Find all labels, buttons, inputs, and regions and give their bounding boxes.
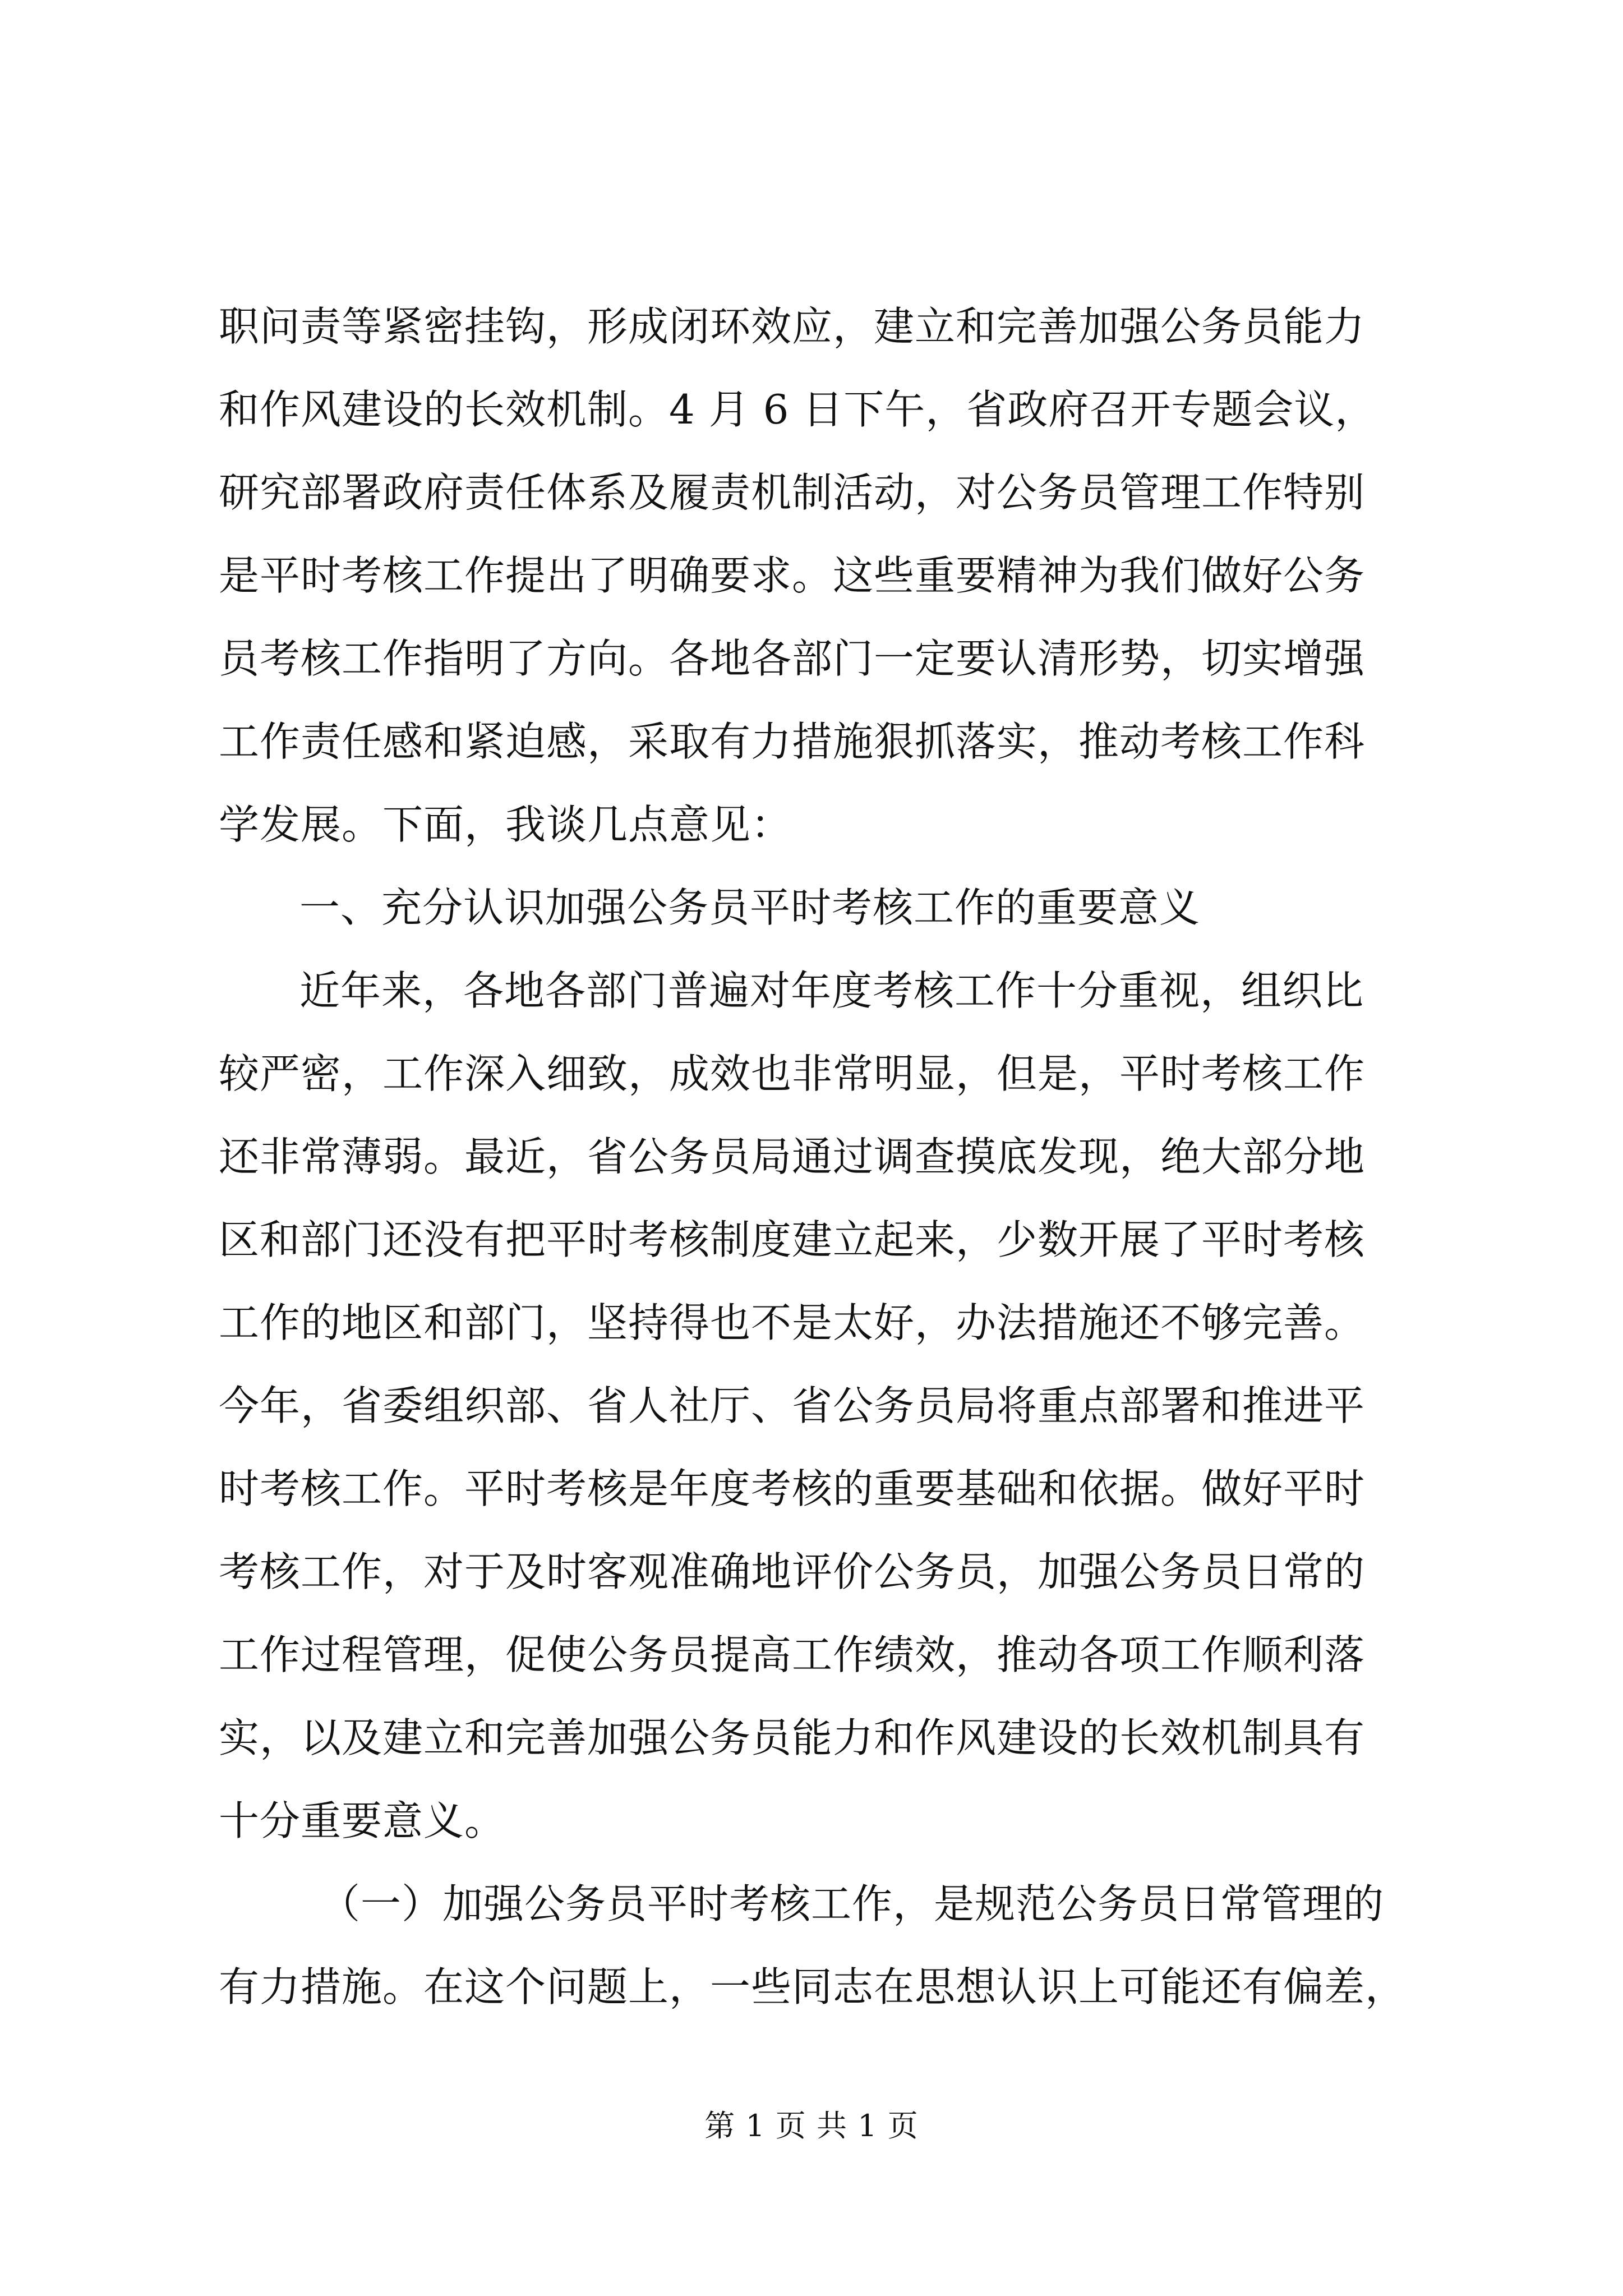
subsection-line: （一）加强公务员平时考核工作，是规范公务员日常管理的 (320, 1880, 1385, 1927)
text-line: 有力措施。在这个问题上，一些同志在思想认识上可能还有偏差， (219, 1963, 1407, 2010)
text-line: 还非常薄弱。最近，省公务员局通过调查摸底发现，绝大部分地 (219, 1133, 1366, 1180)
text-line: 实，以及建立和完善加强公务员能力和作风建设的长效机制具有 (219, 1714, 1366, 1761)
text-line: 工作责任感和紧迫感，采取有力措施狠抓落实，推动考核工作科 (219, 718, 1366, 765)
text-line: 是平时考核工作提出了明确要求。这些重要精神为我们做好公务 (219, 552, 1366, 599)
text-line: 研究部署政府责任体系及履责机制活动，对公务员管理工作特别 (219, 469, 1366, 516)
page-footer: 第 1 页 共 1 页 (704, 2108, 919, 2143)
text-line: 工作的地区和部门，坚持得也不是太好，办法措施还不够完善。 (219, 1299, 1366, 1346)
text-line: 今年，省委组织部、省人社厅、省公务员局将重点部署和推进平 (219, 1382, 1366, 1429)
text-line: 工作过程管理，促使公务员提高工作绩效，推动各项工作顺利落 (219, 1631, 1366, 1678)
text-line: 较严密，工作深入细致，成效也非常明显，但是，平时考核工作 (219, 1050, 1366, 1097)
text-line: 员考核工作指明了方向。各地各部门一定要认清形势，切实增强 (219, 635, 1366, 682)
text-line: 区和部门还没有把平时考核制度建立起来，少数开展了平时考核 (219, 1216, 1366, 1263)
text-line: 十分重要意义。 (219, 1797, 506, 1844)
document-body (219, 285, 1430, 2028)
text-line: 职问责等紧密挂钩，形成闭环效应，建立和完善加强公务员能力 (219, 303, 1366, 350)
text-line: 时考核工作。平时考核是年度考核的重要基础和依据。做好平时 (219, 1465, 1366, 1512)
section-heading: 一、充分认识加强公务员平时考核工作的重要意义 (299, 884, 1201, 931)
text-line: 和作风建设的长效机制。4 月 6 日下午，省政府召开专题会议， (219, 386, 1376, 433)
text-line: 近年来，各地各部门普遍对年度考核工作十分重视，组织比 (299, 967, 1364, 1014)
text-line: 考核工作，对于及时客观准确地评价公务员，加强公务员日常的 (219, 1548, 1366, 1595)
text-line: 学发展。下面，我谈几点意见： (219, 801, 792, 848)
